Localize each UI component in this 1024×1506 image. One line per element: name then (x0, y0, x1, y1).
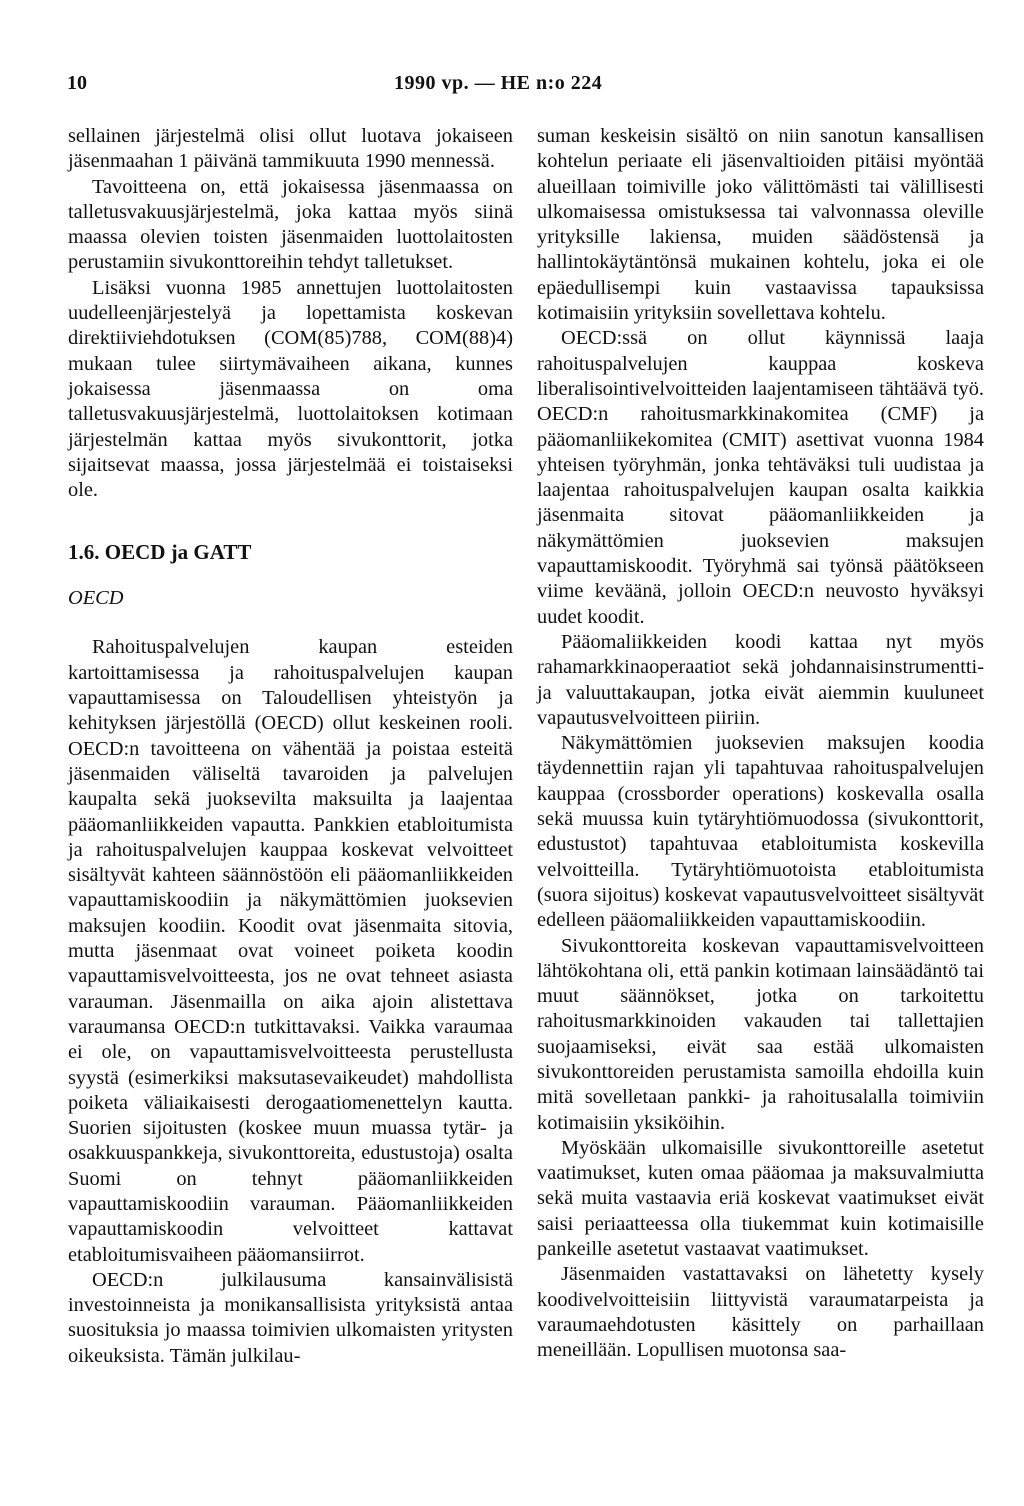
paragraph: Jäsenmaiden vastattavaksi on lähetetty kysely koodivelvoitteisiin liittyvistä varaumatarpeista ja varaumaehdotusten käsittely on parhaillaan meneillään. Lopullisen muotonsa saa- (537, 1263, 984, 1362)
paragraph: Sivukonttoreita koskevan vapauttamisvelvoitteen lähtökohtana oli, että pankin kotimaan lainsäädäntö tai muut säännökset, jotka on tarkoitettu rahoitusmarkkinoiden vakauden tai tallettajien suojaamiseksi, eivät saa estää ulkomaisten sivukonttoreiden perustamista samoilla ehdoilla kuin mitä sovelletaan pankki- ja rahoitusalalla toimiviin kotimaisiin yksiköihin. (537, 934, 984, 1134)
paragraph: OECD:n julkilausuma kansainvälisistä investoinneista ja monikansallisista yrityksistä antaa suosituksia jo maassa toimivien ulkomaisten yritysten oikeuksista. Tämän julkilau- (68, 1268, 513, 1367)
page-number: 10 (67, 72, 87, 94)
paragraph: OECD:ssä on ollut käynnissä laaja rahoituspalvelujen kauppaa koskeva liberalisointivelvoitteiden laajentamiseen tähtäävä työ. OECD:n rahoitusmarkkinakomitea (CMF) ja pääomanliikekomitea (CMIT) asettivat vuonna 1984 yhteisen työryhmän, jonka tehtäväksi tuli uudistaa ja laajentaa rahoituspalvelujen kaupan osalta kaikkia jäsenmaita sitovat pääomanliikkeiden ja näkymättömien juoksevien maksujen vapauttamiskoodit. Työryhmä sai työnsä päätökseen viime keväänä, jolloin OECD:n neuvosto hyväksyi uudet koodit. (537, 327, 984, 628)
paragraph: Myöskään ulkomaisille sivukonttoreille asetetut vaatimukset, kuten omaa pääomaa ja maksuvalmiutta sekä muita vastaavia eriä koskevat vaatimukset eivät saisi periaatteessa olla tiukemmat kuin kotimaisille pankeille asetetut vastaavat vaatimukset. (537, 1136, 984, 1261)
paragraph: Lisäksi vuonna 1985 annettujen luottolaitosten uudelleenjärjestelyä ja lopettamista koskevan direktiiviehdotuksen (COM(85)788, COM(88)4) mukaan tulee siirtymävaiheen aikana, kunnes jokaisessa jäsenmaassa on oma talletusvakuusjärjestelmä, luottolaitoksen kotimaan järjestelmän kattaa myös sivukonttorit, jotka sijaitsevat maassa, jossa järjestelmää ei toistaiseksi ole. (68, 276, 513, 502)
paragraph: suman keskeisin sisältö on niin sanotun kansallisen kohtelun periaate eli jäsenvaltioiden pitäisi myöntää alueillaan toimiville joko välittömästi tai välillisesti ulkomaisessa omistuksessa tai valvonnassa oleville yrityksille lakiensa, muiden säädöstensä ja hallintokäytäntönsä mukainen kohtelu, joka ei ole epäedullisempi kuin vastaavissa tapauksissa kotimaisiin yrityksiin sovellettava kohtelu. (537, 125, 984, 325)
section-heading: 1.6. OECD ja GATT (68, 540, 252, 565)
subheading: OECD (68, 587, 124, 610)
running-head: 1990 vp. — HE n:o 224 (394, 72, 603, 94)
right-column (537, 124, 984, 1364)
paragraph: Rahoituspalvelujen kaupan esteiden kartoittamisessa ja rahoituspalvelujen kaupan vapauttamisessa on Taloudellisen yhteistyön ja kehityksen järjestöllä (OECD) ollut keskeinen rooli. OECD:n tavoitteena on vähentää ja poistaa esteitä jäsenmaiden väliseltä tavaroiden ja palvelujen kaupalta sekä juoksevilta maksuilta ja laajentaa pääomanliikkeiden vapautta. Pankkien etabloitumista ja rahoituspalvelujen kauppaa koskevat velvoitteet sisältyvät kahteen säännöstöön eli pääomanliikkeiden vapauttamiskoodiin ja näkymättömien juoksevien maksujen koodiin. Koodit ovat jäsenmaita sitovia, mutta jäsenmaat ovat voineet poiketa koodin vapauttamisvelvoitteesta, jos ne ovat tehneet asiasta varauman. Jäsenmailla on aika ajoin alistettava varaumansa OECD:n tutkittavaksi. Vaikka varaumaa ei ole, on vapauttamisvelvoitteesta perustellusta syystä (esimerkiksi maksutasevaikeudet) mahdollista poiketa väliaikaisesti derogaatiomenettelyn kautta. Suorien sijoitusten (koskee muun muassa tytär- ja osakkuuspankkeja, sivukonttoreita, edustustoja) osalta Suomi on tehnyt pääomanliikkeiden vapauttamiskoodiin varauman. Pääomanliikkeiden vapauttamiskoodin velvoitteet kattavat etabloitumisvaiheen pääomansiirrot. (68, 636, 513, 1266)
paragraph: sellainen järjestelmä olisi ollut luotava jokaiseen jäsenmaahan 1 päivänä tammikuuta 1990 mennessä. (68, 125, 513, 173)
paragraph: Näkymättömien juoksevien maksujen koodia täydennettiin rajan yli tapahtuvaa rahoituspalvelujen kauppaa (crossborder operations) koskevalla osalla sekä muussa kuin tytäryhtiömuodossa (sivukonttorit, edustustot) tapahtuvaa etabloitumista koskevilla velvoitteilla. Tytäryhtiömuotoista etabloitumista (suora sijoitus) koskevat vapautusvelvoitteet sisältyvät edelleen pääomaliikkeiden vapauttamiskoodiin. (537, 732, 984, 932)
paragraph: Pääomaliikkeiden koodi kattaa nyt myös rahamarkkinaoperaatiot sekä johdannaisinstrumentti- ja valuuttakaupan, jotka eivät aiemmin kuuluneet vapautusvelvoitteen piiriin. (537, 630, 984, 729)
paragraph: Tavoitteena on, että jokaisessa jäsenmaassa on talletusvakuusjärjestelmä, joka kattaa myös siinä maassa olevien toisten jäsenmaiden luottolaitosten perustamiin sivukonttoreihin tehdyt talletukset. (68, 175, 513, 274)
page-header (0, 72, 1024, 102)
left-column (68, 124, 513, 1369)
